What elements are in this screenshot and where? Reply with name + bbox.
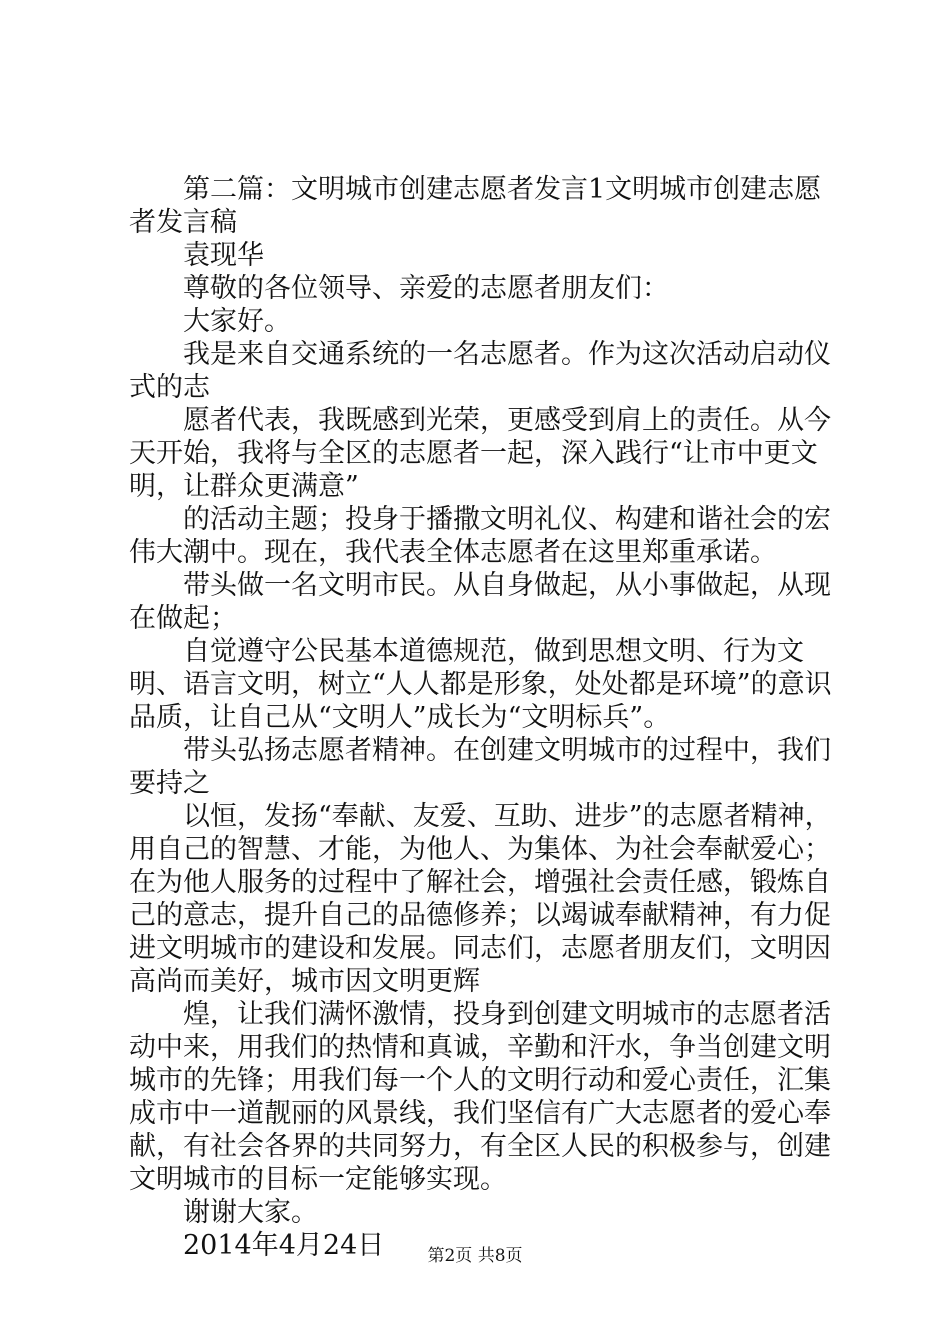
paragraph-body: 我是来自交通系统的一名志愿者。作为这次活动启动仪式的志	[129, 339, 831, 403]
paragraph-date: 2014年4月24日	[183, 1230, 385, 1261]
paragraph-body: 的活动主题；投身于播撒文明礼仪、构建和谐社会的宏伟大潮中。现在，我代表全体志愿者在这里郑重承诺。	[129, 504, 831, 568]
paragraph-author: 袁现华	[183, 240, 264, 271]
paragraph-body: 带头弘扬志愿者精神。在创建文明城市的过程中，我们要持之	[129, 735, 831, 799]
document-body	[129, 173, 837, 1262]
paragraph-body: 带头做一名文明市民。从自身做起，从小事做起，从现在做起；	[129, 570, 831, 634]
paragraph-title: 第二篇：文明城市创建志愿者发言1文明城市创建志愿者发言稿	[129, 174, 822, 238]
paragraph-body: 以恒，发扬“奉献、友爱、互助、进步”的志愿者精神，用自己的智慧、才能，为他人、为集体、为社会奉献爱心；在为他人服务的过程中了解社会，增强社会责任感，锻炼自己的意志，提升自己的品德修养；以竭诚奉献精神，有力促进文明城市的建设和发展。同志们，志愿者朋友们，文明因高尚而美好，城市因文明更辉	[129, 801, 832, 997]
paragraph-greeting: 大家好。	[183, 306, 291, 337]
paragraph-salutation: 尊敬的各位领导、亲爱的志愿者朋友们：	[183, 273, 669, 304]
page-number-footer: 第2页 共8页	[427, 1246, 523, 1266]
paragraph-body: 煌，让我们满怀激情，投身到创建文明城市的志愿者活动中来，用我们的热情和真诚，辛勤和汗水，争当创建文明城市的先锋；用我们每一个人的文明行动和爱心责任，汇集成市中一道靓丽的风景线，我们坚信有广大志愿者的爱心奉献，有社会各界的共同努力，有全区人民的积极参与，创建文明城市的目标一定能够实现。	[129, 999, 831, 1195]
paragraph-body: 愿者代表，我既感到光荣，更感受到肩上的责任。从今天开始，我将与全区的志愿者一起，深入践行“让市中更文明，让群众更满意”	[129, 405, 831, 502]
paragraph-body: 自觉遵守公民基本道德规范，做到思想文明、行为文明、语言文明，树立“人人都是形象，处处都是环境”的意识品质，让自己从“文明人”成长为“文明标兵”。	[129, 636, 832, 733]
paragraph-closing: 谢谢大家。	[183, 1197, 318, 1228]
